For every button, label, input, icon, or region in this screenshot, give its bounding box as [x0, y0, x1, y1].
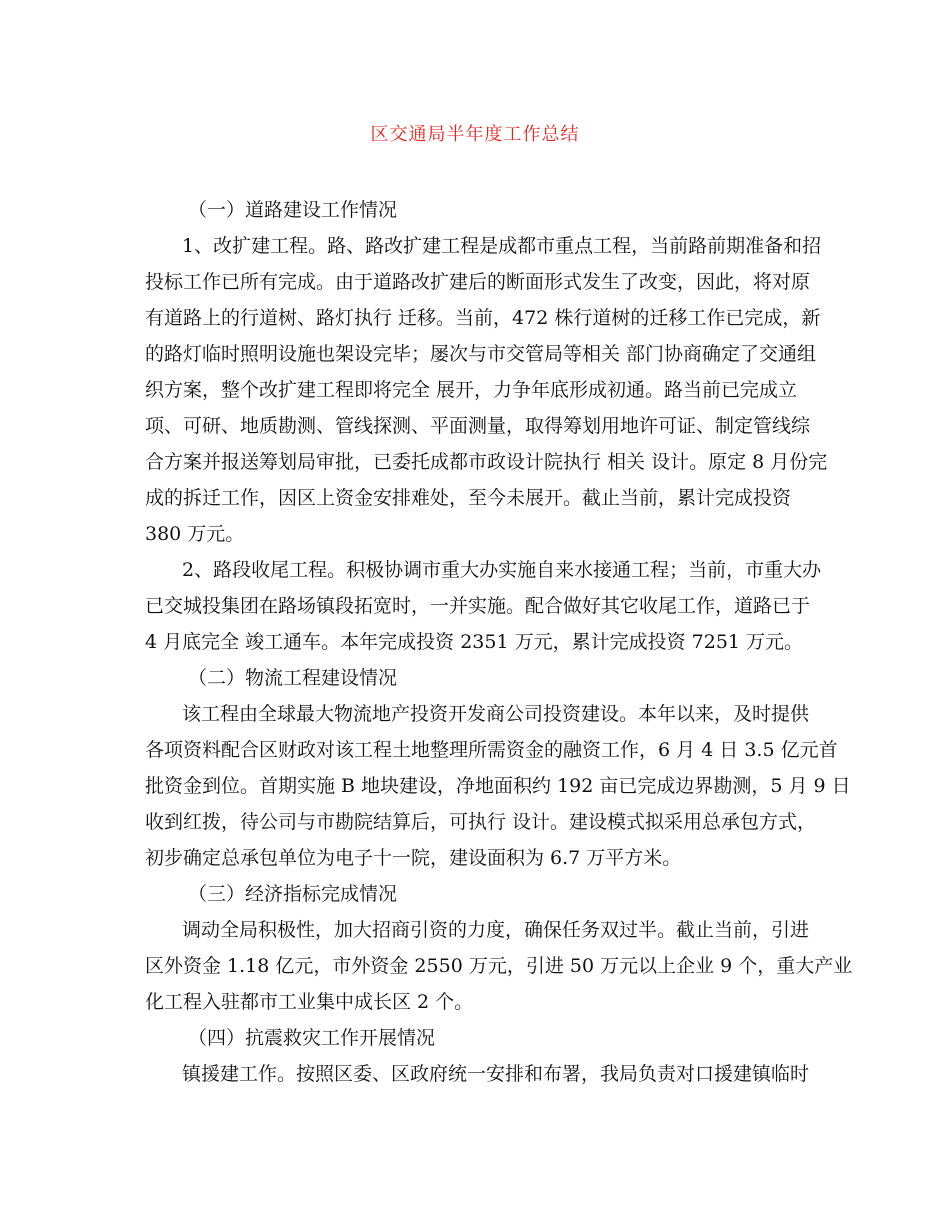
paragraph-line: 2、路段收尾工程。积极协调市重大办实施自来水接通工程；当前，市重大办	[182, 559, 822, 581]
section-heading-road-construction: （一）道路建设工作情况	[188, 199, 398, 221]
paragraph-line: 项、可研、地质勘测、管线探测、平面测量，取得筹划用地许可证、制定管线综	[145, 415, 811, 437]
paragraph-line: 成的拆迁工作，因区上资金安排难处，至今未展开。截止当前，累计完成投资	[145, 487, 792, 509]
paragraph-line: 收到红拨，待公司与市勘院结算后，可执行 设计。建设模式拟采用总承包方式，	[145, 811, 817, 833]
paragraph-line: 织方案，整个改扩建工程即将完全 展开，力争年底形成初通。路当前已完成立	[145, 379, 798, 401]
paragraph-line: 镇援建工作。按照区委、区政府统一安排和布署，我局负责对口援建镇临时	[182, 1063, 810, 1085]
paragraph-line: 各项资料配合区财政对该工程土地整理所需资金的融资工作，6 月 4 日 3.5 亿元首	[145, 739, 838, 761]
paragraph-line: 初步确定总承包单位为电子十一院，建设面积为 6.7 万平方米。	[145, 847, 682, 869]
section-heading-logistics: （二）物流工程建设情况	[188, 667, 398, 689]
paragraph-line: 380 万元。	[145, 523, 245, 545]
paragraph-line: 已交城投集团在路场镇段拓宽时，一并实施。配合做好其它收尾工作，道路已于	[145, 595, 811, 617]
paragraph-line: 化工程入驻都市工业集中成长区 2 个。	[145, 991, 474, 1013]
paragraph-line: 批资金到位。首期实施 B 地块建设，净地面积约 192 亩已完成边界勘测，5 月 9 日	[145, 775, 851, 797]
paragraph-line: 合方案并报送筹划局审批，已委托成都市政设计院执行 相关 设计。原定 8 月份完	[145, 451, 828, 473]
paragraph-line: 4 月底完全 竣工通车。本年完成投资 2351 万元，累计完成投资 7251 万元。	[145, 631, 804, 653]
document-title: 区交通局半年度工作总结	[370, 124, 580, 145]
paragraph-line: 投标工作已所有完成。由于道路改扩建后的断面形式发生了改变，因此，将对原	[145, 271, 811, 293]
paragraph-line: 的路灯临时照明设施也架设完毕；屡次与市交管局等相关 部门协商确定了交通组	[145, 343, 817, 365]
paragraph-line: 调动全局积极性，加大招商引资的力度，确保任务双过半。截止当前，引进	[182, 919, 810, 941]
section-heading-economic-indicators: （三）经济指标完成情况	[188, 883, 398, 905]
section-heading-earthquake-relief: （四）抗震救灾工作开展情况	[188, 1027, 436, 1049]
paragraph-line: 区外资金 1.18 亿元，市外资金 2550 万元，引进 50 万元以上企业 9 个，重大产业	[145, 955, 853, 977]
paragraph-line: 该工程由全球最大物流地产投资开发商公司投资建设。本年以来，及时提供	[182, 703, 810, 725]
paragraph-line: 1、改扩建工程。路、路改扩建工程是成都市重点工程，当前路前期准备和招	[182, 235, 822, 257]
paragraph-line: 有道路上的行道树、路灯执行 迁移。当前，472 株行道树的迁移工作已完成，新	[145, 307, 821, 329]
